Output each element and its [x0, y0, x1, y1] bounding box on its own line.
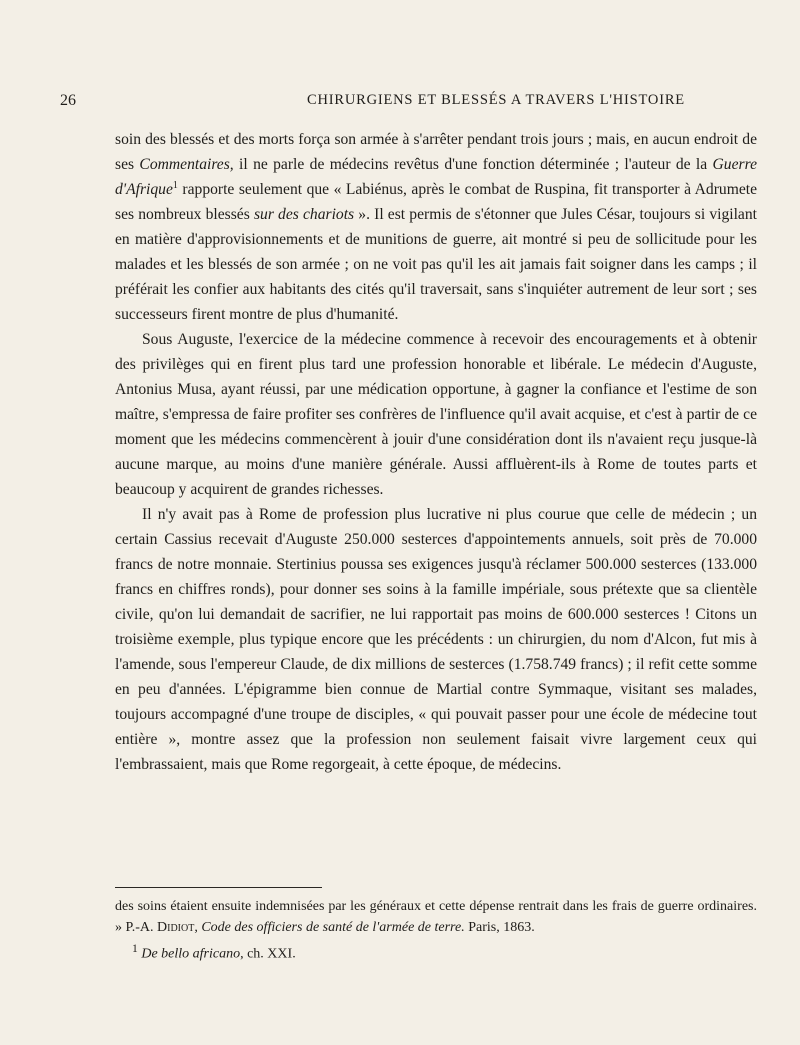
- italic-title: De bello africano: [141, 946, 241, 962]
- text-run: il ne parle de médecins revêtus d'une fonction déterminée ; l'auteur de la: [233, 156, 713, 173]
- footnote-1: [115, 938, 757, 965]
- paragraph-3: Il n'y avait pas à Rome de profession plus lucrative ni plus courue que celle de médecin ; un certain Cassius recevait d'Auguste 250.000 sesterces d'appointements annuels, soit près de 70.000 francs de notre monnaie. Stertinius poussa ses exigences jusqu'à réclamer 500.000 sesterces (133.000 francs en chiffres ronds), pour donner ses soins à la famille impériale, sous prétexte que sa clientèle civile, qu'on lui demandait de sacrifier, ne lui rapportait pas moins de 600.000 sesterces ! Citons un troisième exemple, plus typique encore que les précédents : un chirurgien, du nom d'Alcon, fut mis à l'amende, sous l'empereur Claude, de dix millions de sesterces (1.758.749 francs) ; il refit cette somme en peu d'années. L'épigramme bien connue de Martial contre Symmaque, visitant ses malades, toujours accompagné d'une troupe de disciples, « qui pouvait passer pour une école de médecine tout entière », montre assez que la profession non seulement faisait vivre largement ceux qui l'embrassaient, mais que Rome regorgeait, à cette époque, de médecins.: [115, 506, 757, 773]
- text-run: ,: [194, 920, 202, 935]
- text-run: , ch. XXI.: [240, 946, 296, 962]
- author-name: Didiot: [157, 920, 195, 935]
- paragraph-2: Sous Auguste, l'exercice de la médecine commence à recevoir des encouragements et à obtenir des privilèges qui en firent plus tard une profession honorable et libérale. Le médecin d'Auguste, Antonius Musa, ayant réussi, par une médication opportune, à gagner la confiance et l'estime de son maître, s'empressa de faire profiter ses confrères de l'influence qu'il avait acquise, et c'est à partir de ce moment que les médecins commencèrent à jouir d'une considération dont ils n'avaient reçu jusque-là aucune marque, au moins d'une manière générale. Aussi affluèrent-ils à Rome de toutes parts et beaucoup y acquirent de grandes richesses.: [115, 331, 757, 498]
- italic-title: Code des officiers de santé de l'armée de terre.: [201, 920, 465, 935]
- footnote-marker: 1: [172, 179, 178, 191]
- paragraph-1: [115, 127, 757, 327]
- footnote-continuation: [115, 896, 757, 938]
- text-run: ». Il est permis de s'étonner que Jules César, toujours si vigilant en matière d'approvisionnements et de munitions de guerre, ait montré si peu de sollicitude pour les malades et les blessés de son armée ; on ne voit pas qu'il les ait jamais fait soigner dans les camps ; il préférait les confier aux habitants des cités qu'il traversait, sans s'inquiéter autrement de leur sort ; ses successeurs firent montre de plus d'humanité.: [115, 206, 757, 323]
- running-header: [60, 92, 800, 112]
- text-run: rapporte seulement que « Labiénus, après le combat de Ruspina, fit transporter à Adrumete ses nombreux blessés: [115, 181, 757, 223]
- text-run: des soins étaient ensuite indemnisées par les généraux et cette dépense rentrait dans les frais de guerre ordinaires. » P.-A.: [115, 899, 757, 935]
- text-run: Paris, 1863.: [464, 920, 535, 935]
- footnote-divider: [115, 887, 322, 888]
- footnotes: [115, 896, 757, 965]
- page-number: 26: [60, 92, 76, 109]
- italic-title: Commentaires,: [139, 156, 234, 173]
- text-run: soin des blessés et des morts força son armée à s'arrêter pendant trois jours ; mais, en aucun endroit de ses: [115, 131, 757, 173]
- running-title: CHIRURGIENS ET BLESSÉS A TRAVERS L'HISTOIRE: [307, 92, 685, 108]
- italic-phrase: sur des chariots: [253, 206, 355, 223]
- main-text: [115, 127, 757, 777]
- footnote-number: 1: [132, 942, 138, 955]
- italic-title: Guerre d'Afrique: [115, 156, 757, 198]
